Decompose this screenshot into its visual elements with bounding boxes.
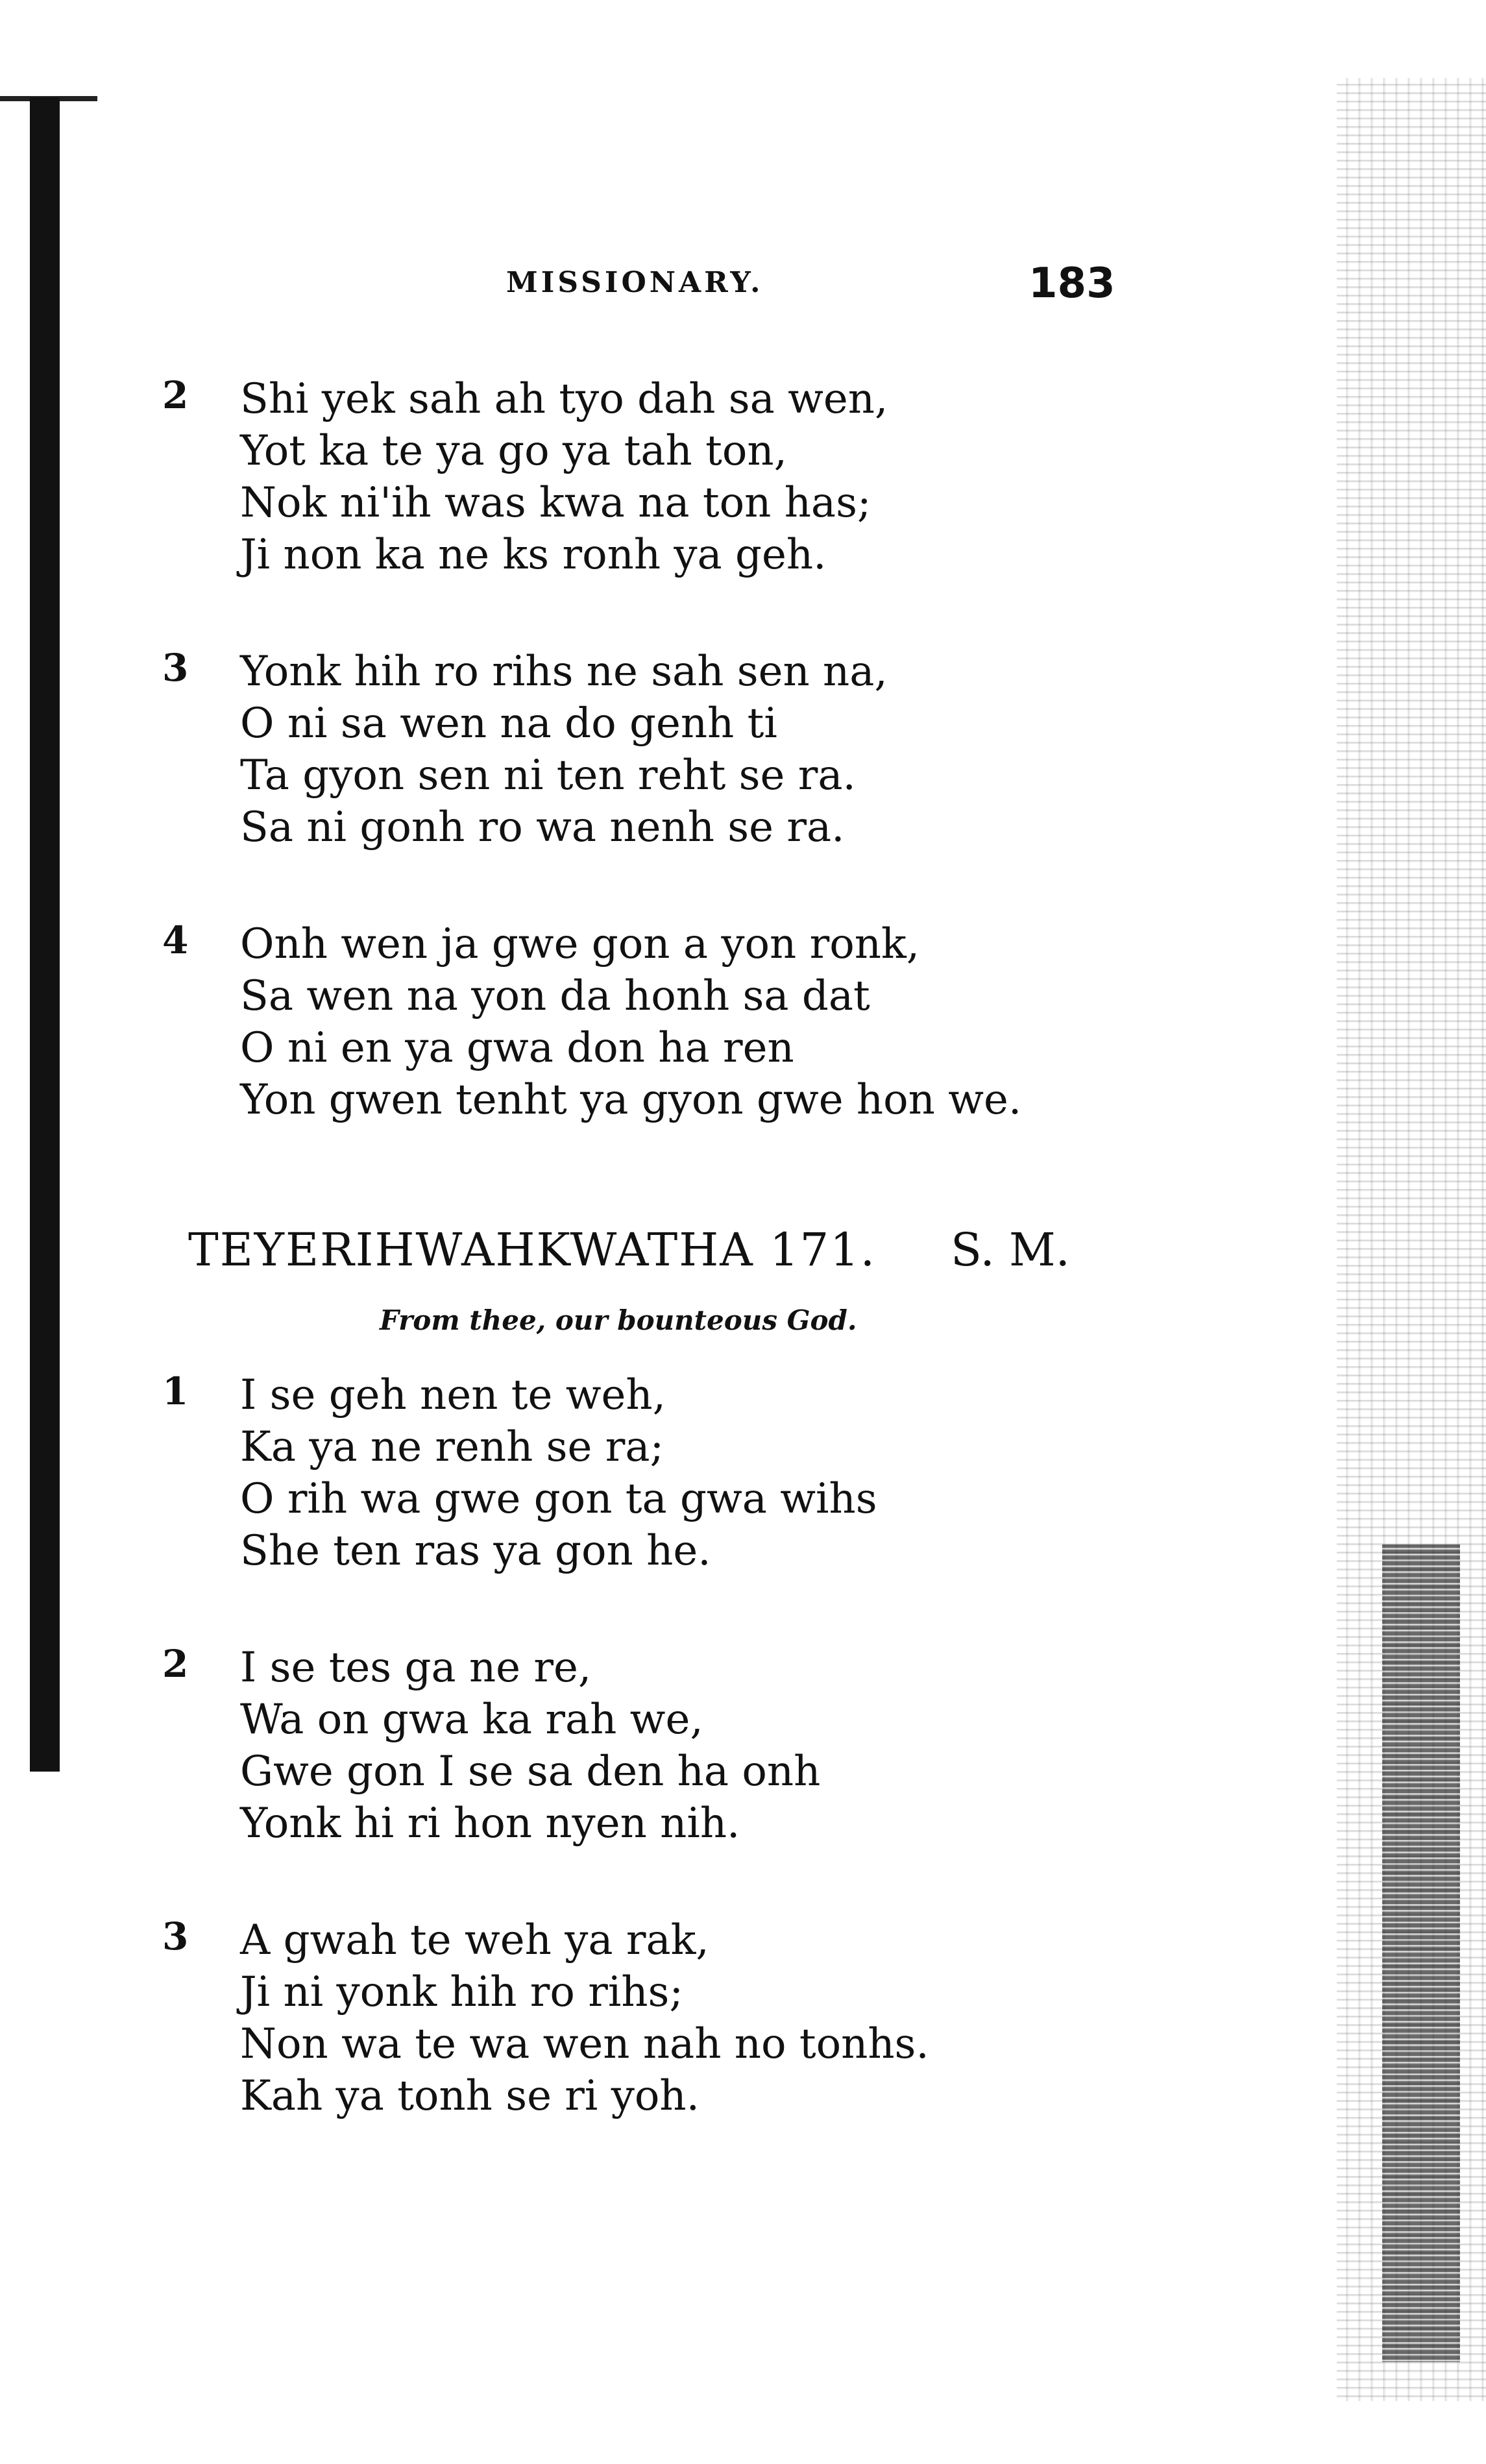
verse-line: Yonk hi ri hon nyen nih.: [240, 1799, 740, 1848]
verse-line: Gwe gon I se sa den ha onh: [240, 1748, 821, 1796]
verse-line: Nok ni'ih was kwa na ton has;: [240, 479, 871, 527]
verse-line: Ta gyon sen ni ten reht se ra.: [240, 751, 856, 799]
stanza-lines: [240, 1369, 877, 1577]
stanza-number: 2: [162, 1642, 189, 1686]
verse-line: Ji ni yonk hih ro rihs;: [240, 1968, 683, 2016]
verse-line: Sa ni gonh ro wa nenh se ra.: [240, 803, 845, 851]
verse-line: O ni en ya gwa don ha ren: [240, 1024, 794, 1072]
verse-line: A gwah te weh ya rak,: [240, 1916, 709, 1964]
verse-line: Ji non ka ne ks ronh ya geh.: [240, 531, 827, 579]
verse-line: I se tes ga ne re,: [240, 1644, 592, 1692]
stanza-number: 3: [162, 1914, 189, 1958]
stanza-number: 1: [162, 1369, 189, 1413]
verse-line: Sa wen na yon da honh sa dat: [240, 972, 870, 1020]
verse-line: Yon gwen tenht ya gyon gwe hon we.: [240, 1076, 1022, 1124]
verse-line: She ten ras ya gon he.: [240, 1527, 711, 1575]
hymn-meter: S. M.: [951, 1223, 1070, 1276]
verse-line: I se geh nen te weh,: [240, 1371, 666, 1419]
binding-shadow-bar: [30, 97, 60, 1772]
verse-line: O ni sa wen na do genh ti: [240, 700, 777, 748]
verse-line: Non wa te wa wen nah no tonhs.: [240, 2020, 929, 2068]
verse-line: O rih wa gwe gon ta gwa wihs: [240, 1475, 877, 1523]
stanza-number: 3: [162, 646, 189, 690]
stanza-number: 4: [162, 918, 189, 962]
verse-line: Yonk hih ro rihs ne sah sen na,: [240, 648, 888, 696]
stanza-number: 2: [162, 373, 189, 417]
stanza-lines: [240, 646, 888, 853]
verse-line: Onh wen ja gwe gon a yon ronk,: [240, 920, 920, 968]
stanza-lines: [240, 373, 888, 581]
stanza-lines: [240, 1914, 929, 2122]
hymn-subtitle: From thee, our bounteous God.: [380, 1304, 857, 1336]
verse-line: Yot ka te ya go ya tah ton,: [240, 427, 787, 475]
page-edge-shadow: [1382, 1544, 1460, 2362]
verse-line: Ka ya ne renh se ra;: [240, 1423, 664, 1471]
verse-line: Kah ya tonh se ri yoh.: [240, 2072, 700, 2120]
verse-line: Shi yek sah ah tyo dah sa wen,: [240, 375, 888, 423]
page-number: 183: [1029, 260, 1115, 308]
hymn-title: TEYERIHWAHKWATHA 171.: [188, 1223, 876, 1276]
stanza-lines: [240, 918, 1021, 1126]
stanza-lines: [240, 1642, 820, 1849]
verse-line: Wa on gwa ka rah we,: [240, 1696, 703, 1744]
running-head: MISSIONARY.: [506, 266, 764, 299]
